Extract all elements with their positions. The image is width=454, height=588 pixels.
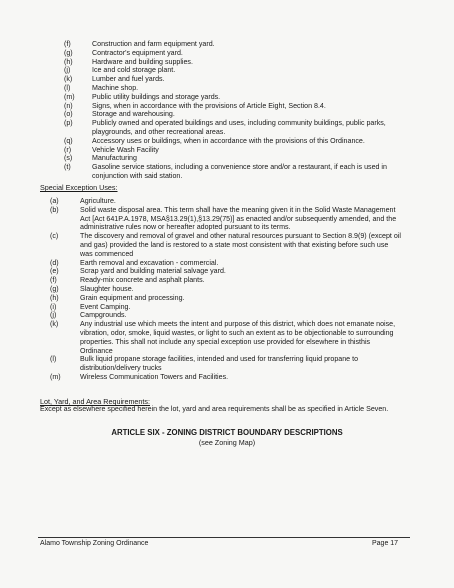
item-label: (j) [50,311,57,320]
lot-yard-text: Except as elsewhere specified herein the lot, yard and area requirements shall be as specified in Article Seven. [40,405,389,413]
item-text: Vehicle Wash Facility [92,145,159,154]
item-text: Ready-mix concrete and asphalt plants. [80,276,205,285]
item-label: (i) [50,302,57,311]
item-label: (f) [64,40,71,48]
item-label: (c) [50,232,59,241]
item-text: Bulk liquid propane storage facilities, intended and used for transferring liquid propane to distribution/delivery trucks [80,355,359,373]
item-text: Lumber and fuel yards. [92,75,165,84]
footer-title: Alamo Township Zoning Ordinance [40,540,149,547]
item-text: Ice and cold storage plant. [92,66,176,75]
item-label: (l) [50,355,57,364]
item-label: (m) [50,372,61,381]
item-label: (s) [64,154,73,163]
item-text: Gasoline service stations, including a convenience store and/or a restaurant, if each is used in conjunction with said station. [92,163,387,180]
item-text: Public utility buildings and storage yards. [92,92,221,101]
list-item [64,66,404,75]
article-subtitle: (see Zoning Map) [198,438,256,447]
item-text: Accessory uses or buildings, when in accordance with the provisions of this Ordinance. [92,136,365,145]
item-text: Storage and warehousing. [92,110,175,119]
special-exception-heading: Special Exception Uses: [40,183,118,192]
item-text: Any industrial use which meets the intent and purpose of this district, which does not emanate noise, vibration, odor, smoke, liquid wastes, or light to such an extent as to be objectionable to surrounding properties. This shall not include any special exception use provided for elsewhere in thisthis Ordinance [80,320,396,355]
item-label: (f) [50,276,57,285]
list-item [64,110,404,119]
item-text: Construction and farm equipment yard. [92,40,215,48]
item-text: Machine shop. [92,83,139,92]
item-label: (a) [50,197,59,205]
permitted-uses-list [64,40,404,181]
item-text: Hardware and building supplies. [92,57,193,66]
list-item [50,259,402,268]
item-text: Signs, when in accordance with the provisions of Article Eight, Section 8.4. [92,101,326,110]
special-exception-list [50,197,402,382]
item-label: (o) [64,110,73,119]
list-item [64,119,404,137]
list-item [50,232,402,258]
list-item [50,285,402,294]
item-label: (t) [64,163,71,172]
item-text: Scrap yard and building material salvage yard. [80,267,226,276]
item-text: Event Camping. [80,302,131,311]
list-item [64,40,404,49]
list-item [50,197,402,206]
item-text: Solid waste disposal area. This term shall have the meaning given it in the Solid Waste Management Act [Act 641P.A.1978, MSA§13.29(1),§13.29(75)] as enacted and/or subsequently amended, and the administrative rules now or hereafter adopted pursuant to its terms. [80,205,397,232]
list-item [64,102,404,111]
item-text: Manufacturing [92,154,137,163]
page-number: Page 17 [372,540,399,547]
item-text: Agriculture. [80,197,116,205]
list-item [64,84,404,93]
item-label: (k) [64,75,73,84]
list-item [50,276,402,285]
list-item [50,206,402,232]
item-label: (q) [64,136,73,145]
item-text: Wireless Communication Towers and Facilities. [80,372,229,381]
list-item [50,303,402,312]
item-label: (h) [64,57,73,66]
item-label: (g) [64,48,73,57]
list-item [50,294,402,303]
footer-divider [38,537,410,538]
list-item [50,373,402,382]
item-label: (p) [64,119,73,128]
item-label: (b) [50,205,59,214]
item-text: Slaughter house. [80,284,134,293]
list-item [50,320,402,355]
item-label: (e) [50,267,59,276]
list-item [64,93,404,102]
list-item [64,146,404,155]
list-item [50,355,402,373]
list-item [64,75,404,84]
list-item [64,137,404,146]
item-label: (h) [50,293,59,302]
article-title: ARTICLE SIX - ZONING DISTRICT BOUNDARY DESCRIPTIONS [111,428,343,437]
item-label: (j) [64,66,71,75]
item-text: The discovery and removal of gravel and other natural resources pursuant to Section 8.9(9) (except oil and gas) provided the land is restored to a state most consistent with that existing before such use was commenced [80,232,401,258]
list-item [64,49,404,58]
item-text: Campgrounds. [80,311,127,320]
item-label: (d) [50,258,59,267]
item-label: (m) [64,92,75,101]
item-label: (r) [64,145,72,154]
list-item [50,267,402,276]
list-item [64,163,404,181]
item-label: (n) [64,101,73,110]
item-label: (l) [64,83,71,92]
item-text: Publicly owned and operated buildings and uses, including community buildings, public parks, playgrounds, and other recreational areas. [92,119,386,136]
list-item [64,58,404,67]
item-text: Grain equipment and processing. [80,293,185,302]
lot-yard-heading: Lot, Yard, and Area Requirements: [40,397,151,406]
list-item [50,311,402,320]
item-text: Contractor's equipment yard. [92,48,183,57]
item-label: (g) [50,284,59,293]
item-text: Earth removal and excavation - commercial. [80,258,219,267]
list-item [64,154,404,163]
item-label: (k) [50,320,59,329]
